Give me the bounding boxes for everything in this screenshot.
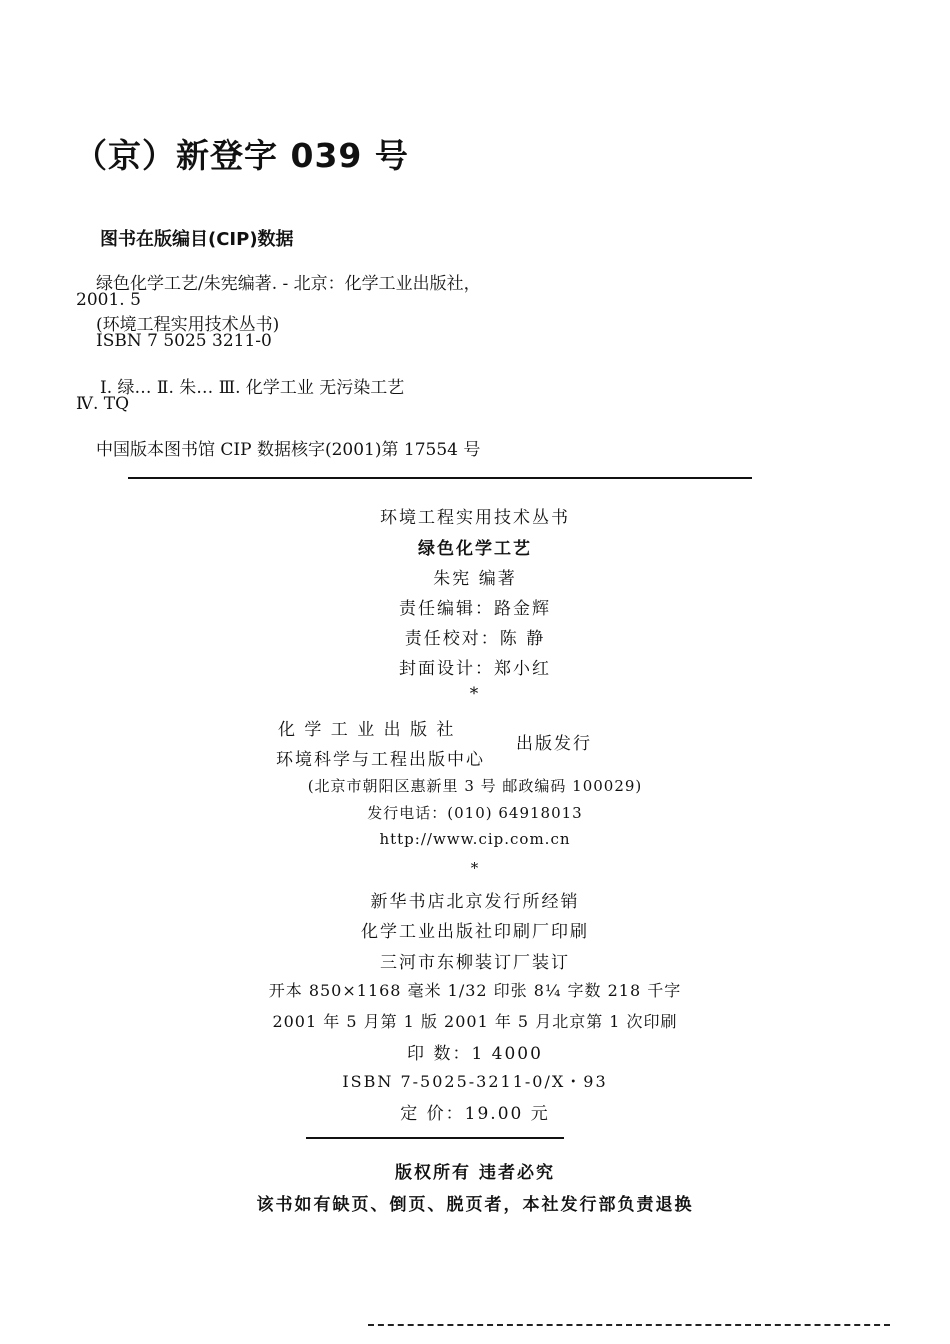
scan-edge-marks	[368, 1324, 890, 1326]
cip-line-2: 2001. 5	[76, 290, 141, 310]
binder: 三河市东柳装订厂装订	[380, 953, 570, 973]
cip-line-3: (环境工程实用技术丛书)	[96, 315, 280, 335]
separator-star-1: *	[469, 684, 481, 704]
return-notice: 该书如有缺页、倒页、脱页者，本社发行部负责退换	[256, 1195, 694, 1215]
responsible-editor: 责任编辑：路金辉	[399, 599, 551, 619]
publisher-name: 化 学 工 业 出 版 社	[278, 720, 456, 740]
series-name: 环境工程实用技术丛书	[380, 508, 570, 528]
publisher-phone: 发行电话：(010) 64918013	[367, 804, 583, 822]
separator-star-2: *	[470, 859, 480, 877]
author: 朱宪 编著	[433, 569, 517, 589]
cip-classification-1: Ⅰ. 绿… Ⅱ. 朱… Ⅲ. 化学工业 无污染工艺	[100, 378, 405, 398]
cover-designer: 封面设计：郑小红	[399, 659, 551, 679]
registration-number: （京）新登字 039 号	[74, 136, 409, 175]
isbn: ISBN 7-5025-3211-0/X・93	[342, 1072, 608, 1091]
copyright-notice: 版权所有 违者必究	[395, 1163, 555, 1183]
cip-classification-2: Ⅳ. TQ	[76, 394, 130, 414]
printer: 化学工业出版社印刷厂印刷	[361, 922, 589, 942]
publisher-website: http://www.cip.com.cn	[379, 830, 571, 848]
print-run: 印 数：1 4000	[407, 1044, 543, 1064]
publish-issue: 出版发行	[516, 734, 592, 754]
cip-title: 图书在版编目(CIP)数据	[100, 229, 294, 250]
cip-line-1: 绿色化学工艺/朱宪编著. - 北京：化学工业出版社，	[96, 274, 481, 294]
distributor: 新华书店北京发行所经销	[370, 892, 580, 912]
cip-line-4: ISBN 7 5025 3211-0	[96, 331, 272, 351]
top-divider	[128, 477, 752, 479]
publisher-center: 环境科学与工程出版中心	[276, 750, 485, 770]
cip-check-number: 中国版本图书馆 CIP 数据核字(2001)第 17554 号	[96, 440, 481, 460]
book-title: 绿色化学工艺	[418, 539, 532, 559]
format-info: 开本 850×1168 毫米 1/32 印张 8¼ 字数 218 千字	[268, 981, 682, 1000]
publisher-address: (北京市朝阳区惠新里 3 号 邮政编码 100029)	[307, 777, 643, 795]
bottom-divider	[306, 1137, 564, 1139]
responsible-proofreader: 责任校对：陈 静	[404, 629, 546, 649]
price: 定 价：19.00 元	[400, 1104, 550, 1124]
edition-info: 2001 年 5 月第 1 版 2001 年 5 月北京第 1 次印刷	[272, 1012, 678, 1031]
